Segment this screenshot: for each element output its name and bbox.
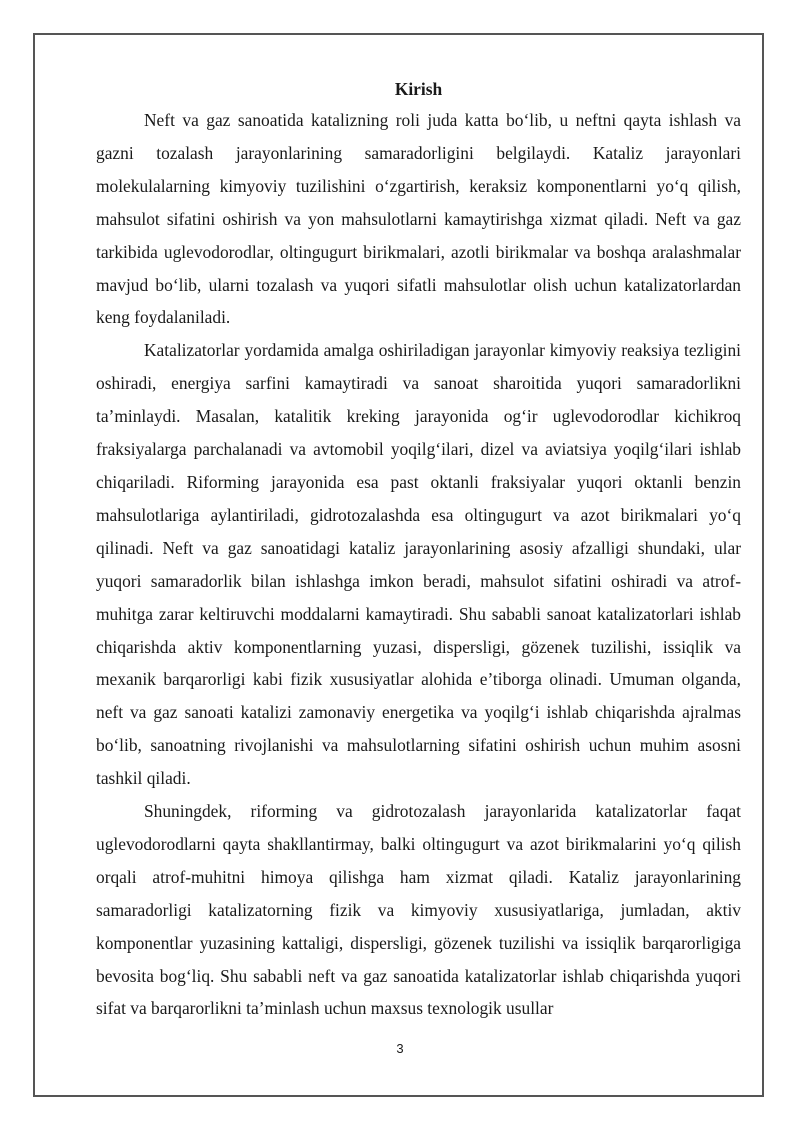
paragraph-2: Katalizatorlar yordamida amalga oshiriladigan jarayonlar kimyoviy reaksiya tezligini oshiradi, energiya sarfini kamaytiradi va sanoat sharoitida yuqori samaradorlikni ta’minlaydi. Masalan, katalitik kreking jarayonida og‘ir uglevodorodlar kichikroq fraksiyalarga parchalanadi va avtomobil yoqilg‘ilari, dizel va aviatsiya yoqilg‘ilari ishlab chiqariladi. Riforming jarayonida esa past oktanli fraksiyalar yuqori oktanli benzin mahsulotlariga aylantiriladi, gidrotozalashda esa oltingugurt va azot birikmalari yo‘q qilinadi. Neft va gaz sanoatidagi kataliz jarayonlarining asosiy afzalligi shundaki, ular yuqori samaradorlik bilan ishlashga imkon beradi, mahsulot sifatini oshiradi va atrof-muhitga zarar keltiruvchi moddalarni kamaytiradi. Shu sababli sanoat katalizatorlari ishlab chiqarishda aktiv komponentlarning yuzasi, dispersligi, gözenek tuzilishi, issiqlik va mexanik barqarorligi kabi fizik xususiyatlar alohida e’tiborga olinadi. Umuman olganda, neft va gaz sanoati katalizi zamonaviy energetika va yoqilg‘i ishlab chiqarishda ajralmas bo‘lib, sanoatning rivojlanishi va mahsulotlarning sifatini oshirish uchun muhim asosni tashkil qiladi.	[96, 340, 741, 789]
paragraph-3: Shuningdek, riforming va gidrotozalash jarayonlarida katalizatorlar faqat uglevodorodlarni qayta shakllantirmay, balki oltingugurt va azot birikmalarini yo‘q qilish orqali atrof-muhitni himoya qilishga ham xizmat qiladi. Kataliz jarayonlarining samaradorligi katalizatorning fizik va kimyoviy xususiyatlariga, jumladan, aktiv komponentlar yuzasining kattaligi, dispersligi, gözenek tuzilishi va issiqlik barqarorligiga bevosita bog‘liq. Shu sababli neft va gaz sanoatida katalizatorlar ishlab chiqarishda yuqori sifat va barqarorlikni ta’minlash uchun maxsus texnologik usullar	[96, 801, 741, 1019]
document-body	[96, 75, 741, 1025]
document-title: Kirish	[394, 79, 443, 99]
paragraph-1: Neft va gaz sanoatida katalizning roli juda katta bo‘lib, u neftni qayta ishlash va gazni tozalash jarayonlarining samaradorligini belgilaydi. Kataliz jarayonlari molekulalarning kimyoviy tuzilishini o‘zgartirish, keraksiz komponentlarni yo‘q qilish, mahsulot sifatini oshirish va yon mahsulotlarni kamaytirishga xizmat qiladi. Neft va gaz tarkibida uglevodorodlar, oltingugurt birikmalari, azotli birikmalar va boshqa aralashmalar mavjud bo‘lib, ularni tozalash va yuqori sifatli mahsulotlar olish uchun katalizatorlardan keng foydalaniladi.	[96, 110, 741, 328]
page-number: 3	[396, 1041, 404, 1056]
